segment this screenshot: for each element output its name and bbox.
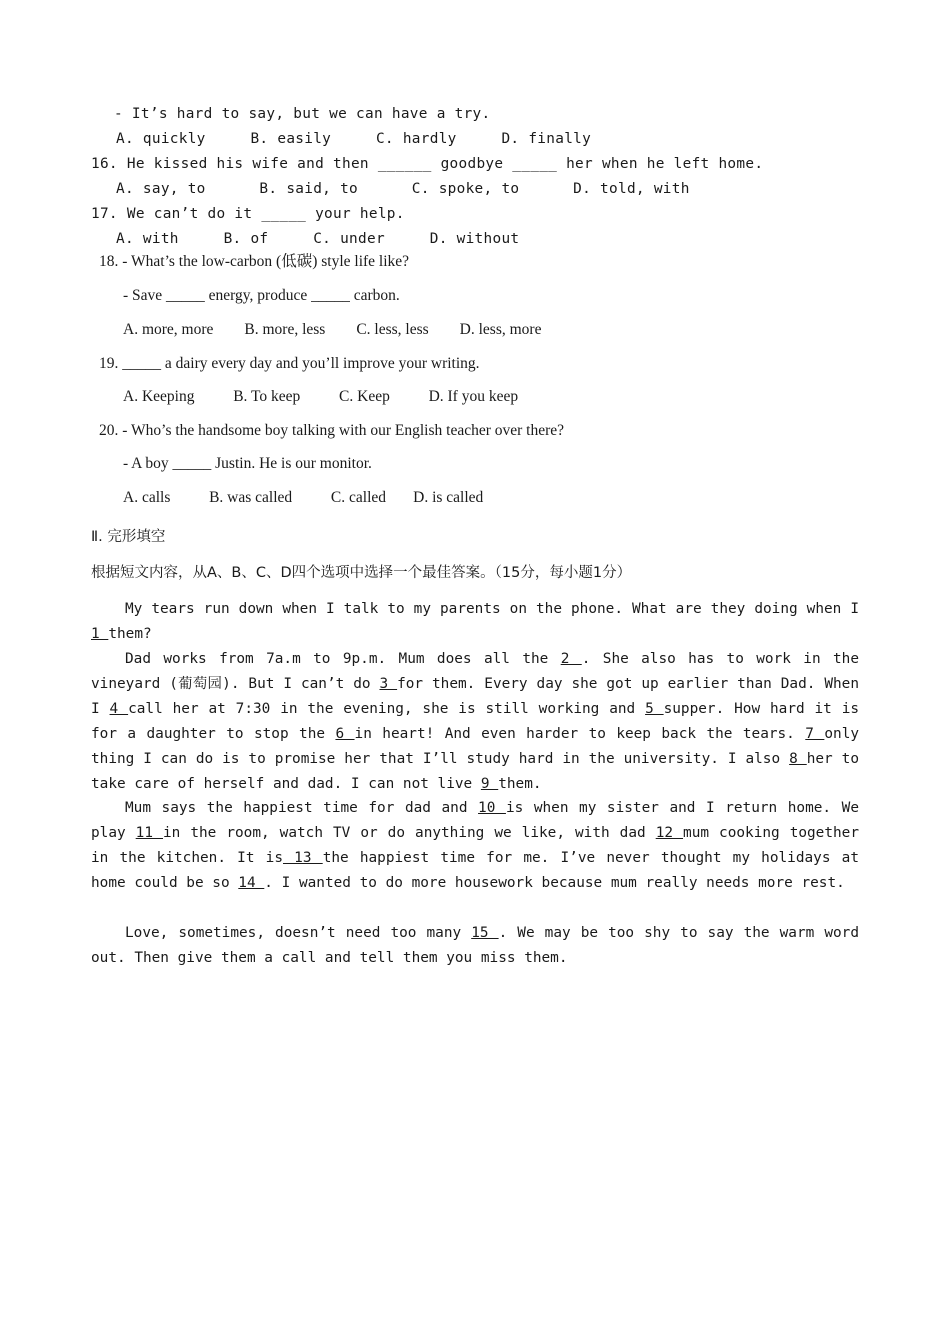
section-instruction: 根据短文内容，从A、B、C、D四个选项中选择一个最佳答案。（15分，每小题1分） bbox=[91, 565, 632, 581]
blank-8: 8 bbox=[789, 750, 807, 767]
passage-text: them? bbox=[108, 625, 152, 642]
passage-text: them. bbox=[498, 775, 542, 792]
q16-options: A. say, to B. said, to C. spoke, to D. told, with bbox=[116, 181, 690, 197]
passage-text: . We may be too shy to say the warm word out. Then give them a call and tell them you miss them. bbox=[91, 925, 859, 966]
blank-6: 6 bbox=[335, 725, 355, 742]
passage-text: call her at 7:30 in the evening, she is still working and bbox=[128, 700, 646, 717]
blank-3: 3 bbox=[379, 675, 398, 692]
passage-paragraph-1 bbox=[91, 597, 859, 647]
passage-text: . She also has to work in the vineyard (葡萄园). But I can’t do bbox=[91, 651, 859, 692]
q17-question: 17. We can’t do it _____ your help. bbox=[91, 206, 405, 222]
blank-11: 11 bbox=[135, 824, 164, 841]
q20-question: 20. - Who’s the handsome boy talking with our English teacher over there? bbox=[99, 422, 565, 439]
passage-text: Mum says the happiest time for dad and bbox=[125, 800, 479, 816]
q19-question: 19. _____ a dairy every day and you’ll improve your writing. bbox=[99, 355, 480, 372]
passage-text: only thing I can do is to promise her that I’ll study hard in the university. I also bbox=[91, 725, 860, 767]
passage-text: is when my sister and I return home. We play bbox=[91, 800, 859, 841]
q20-answer: - A boy _____ Justin. He is our monitor. bbox=[123, 455, 372, 472]
passage-text: Love, sometimes, doesn’t need too many bbox=[125, 925, 472, 941]
q17-options: A. with B. of C. under D. without bbox=[116, 231, 520, 247]
passage-paragraph-2 bbox=[91, 647, 859, 796]
blank-14: 14 bbox=[238, 874, 265, 891]
passage-text: in the room, watch TV or do anything we like, with dad bbox=[163, 824, 656, 841]
q18-question: 18. - What’s the low-carbon (低碳) style life like? bbox=[99, 253, 410, 270]
passage-text: mum cooking together in the kitchen. It is bbox=[91, 824, 860, 866]
blank-4: 4 bbox=[109, 700, 129, 717]
blank-2: 2 bbox=[560, 651, 582, 667]
passage-text: My tears run down when I talk to my parents on the phone. What are they doing when I bbox=[125, 601, 859, 617]
passage-text: . I wanted to do more housework because mum really needs more rest. bbox=[264, 874, 845, 891]
passage-text: supper. How hard it is for a daughter to stop the bbox=[91, 700, 860, 742]
blank-13: 13 bbox=[283, 849, 323, 866]
blank-9: 9 bbox=[480, 775, 499, 792]
blank-10: 10 bbox=[478, 800, 506, 816]
q18-options: A. more, more B. more, less C. less, less D. less, more bbox=[123, 321, 542, 338]
passage-text: for them. Every day she got up earlier than Dad. When I bbox=[91, 675, 860, 717]
passage-text: in heart! And even harder to keep back the tears. bbox=[354, 725, 806, 742]
passage-paragraph-4 bbox=[91, 921, 859, 971]
passage-text: her to take care of herself and dad. I can not live bbox=[91, 750, 859, 792]
blank-1: 1 bbox=[91, 625, 109, 642]
q18-answer: - Save _____ energy, produce _____ carbon. bbox=[123, 287, 400, 304]
q15-options: A. quickly B. easily C. hardly D. finally bbox=[116, 131, 592, 147]
blank-7: 7 bbox=[805, 725, 825, 742]
passage-text: the happiest time for me. I’ve never thought my holidays at home could be so bbox=[91, 849, 859, 891]
q16-question: 16. He kissed his wife and then ______ goodbye _____ her when he left home. bbox=[91, 156, 764, 172]
section-heading: Ⅱ. 完形填空 bbox=[91, 529, 166, 545]
q20-options: A. calls B. was called C. called D. is called bbox=[123, 489, 484, 506]
q15-dialog-line: - It’s hard to say, but we can have a try. bbox=[114, 106, 491, 122]
blank-5: 5 bbox=[645, 700, 664, 717]
blank-12: 12 bbox=[655, 824, 684, 841]
blank-15: 15 bbox=[471, 925, 499, 941]
passage-text: Dad works from 7a.m to 9p.m. Mum does all the bbox=[125, 651, 561, 667]
q19-options: A. Keeping B. To keep C. Keep D. If you keep bbox=[123, 388, 519, 405]
passage-paragraph-3 bbox=[91, 796, 859, 896]
